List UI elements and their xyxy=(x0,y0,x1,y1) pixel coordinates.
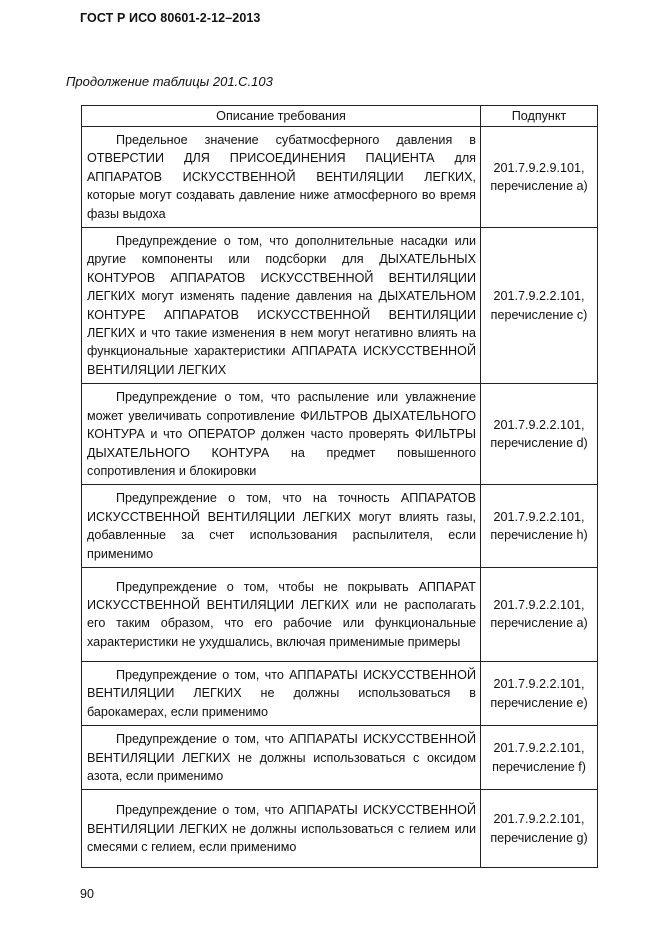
requirement-description: Предельное значение субатмосферного давления в ОТВЕРСТИИ ДЛЯ ПРИСОЕДИНЕНИЯ ПАЦИЕНТА для АППАРАТОВ ИСКУССТВЕННОЙ ВЕНТИЛЯЦИИ ЛЕГКИХ, которые могут создавать давление ниже атмосферного во время фазы выдоха xyxy=(82,127,481,228)
subclause-item: перечисление a) xyxy=(490,179,588,194)
table-row xyxy=(82,384,598,485)
subclause-cell xyxy=(481,384,598,485)
page-number: 90 xyxy=(80,887,94,901)
subclause-cell xyxy=(481,127,598,228)
subclause-number: 201.7.9.2.2.101, xyxy=(493,417,585,432)
subclause-item: перечисление h) xyxy=(490,528,588,543)
subclause-item: перечисление f) xyxy=(492,759,586,774)
table-row xyxy=(82,661,598,725)
requirement-description: Предупреждение о том, чтобы не покрывать АППАРАТ ИСКУССТВЕННОЙ ВЕНТИЛЯЦИИ ЛЕГКИХ или не располагать его таким образом, что его рабочие или функциональные характеристики не ухудшались, включая применимые примеры xyxy=(82,567,481,661)
table-row xyxy=(82,127,598,228)
table-row xyxy=(82,726,598,790)
subclause-item: перечисление d) xyxy=(490,436,588,451)
subclause-item: перечисление g) xyxy=(490,830,588,845)
requirement-description: Предупреждение о том, что на точность АППАРАТОВ ИСКУССТВЕННОЙ ВЕНТИЛЯЦИИ ЛЕГКИХ могут влиять газы, добавленные за счет использования распылителя, если применимо xyxy=(82,485,481,568)
table-caption: Продолжение таблицы 201.С.103 xyxy=(66,74,273,89)
requirement-description: Предупреждение о том, что дополнительные насадки или другие компоненты или подсборки для ДЫХАТЕЛЬНЫХ КОНТУРОВ АППАРАТОВ ИСКУССТВЕННОЙ ВЕНТИЛЯЦИИ ЛЕГКИХ могут изменять падение давления на ДЫХАТЕЛЬНОМ КОНТУРЕ АППАРАТОВ ИСКУССТВЕННОЙ ВЕНТИЛЯЦИИ ЛЕГКИХ и что такие изменения в нем могут негативно влиять на функциональные характеристики АППАРАТА ИСКУССТВЕННОЙ ВЕНТИЛЯЦИИ ЛЕГКИХ xyxy=(82,228,481,384)
subclause-cell xyxy=(481,661,598,725)
requirements-table xyxy=(81,105,598,868)
table-row xyxy=(82,228,598,384)
subclause-number: 201.7.9.2.2.101, xyxy=(493,812,585,827)
subclause-number: 201.7.9.2.2.101, xyxy=(493,677,585,692)
subclause-cell xyxy=(481,567,598,661)
subclause-item: перечисление e) xyxy=(490,695,588,710)
column-header-subclause: Подпункт xyxy=(481,106,598,127)
subclause-cell xyxy=(481,790,598,868)
subclause-number: 201.7.9.2.2.101, xyxy=(493,509,585,524)
requirement-description: Предупреждение о том, что распыление или увлажнение может увеличивать сопротивление ФИЛЬТРОВ ДЫХАТЕЛЬНОГО КОНТУРА и что ОПЕРАТОР должен часто проверять ФИЛЬТРЫ ДЫХАТЕЛЬНОГО КОНТУРА на предмет повышенного сопротивления и блокировки xyxy=(82,384,481,485)
subclause-number: 201.7.9.2.2.101, xyxy=(493,741,585,756)
subclause-cell xyxy=(481,485,598,568)
table-row xyxy=(82,567,598,661)
requirement-description: Предупреждение о том, что АППАРАТЫ ИСКУССТВЕННОЙ ВЕНТИЛЯЦИИ ЛЕГКИХ не должны использоваться с оксидом азота, если применимо xyxy=(82,726,481,790)
column-header-description: Описание требования xyxy=(82,106,481,127)
table-row xyxy=(82,790,598,868)
table-row xyxy=(82,485,598,568)
subclause-item: перечисление c) xyxy=(490,307,588,322)
document-header: ГОСТ Р ИСО 80601-2-12–2013 xyxy=(80,11,261,25)
subclause-number: 201.7.9.2.2.101, xyxy=(493,289,585,304)
subclause-number: 201.7.9.2.9.101, xyxy=(493,160,585,175)
subclause-cell xyxy=(481,228,598,384)
subclause-item: перечисление a) xyxy=(490,616,588,631)
subclause-number: 201.7.9.2.2.101, xyxy=(493,598,585,613)
table-header-row xyxy=(82,106,598,127)
requirement-description: Предупреждение о том, что АППАРАТЫ ИСКУССТВЕННОЙ ВЕНТИЛЯЦИИ ЛЕГКИХ не должны использоваться с гелием или смесями с гелием, если применимо xyxy=(82,790,481,868)
subclause-cell xyxy=(481,726,598,790)
requirement-description: Предупреждение о том, что АППАРАТЫ ИСКУССТВЕННОЙ ВЕНТИЛЯЦИИ ЛЕГКИХ не должны использоваться в барокамерах, если применимо xyxy=(82,661,481,725)
